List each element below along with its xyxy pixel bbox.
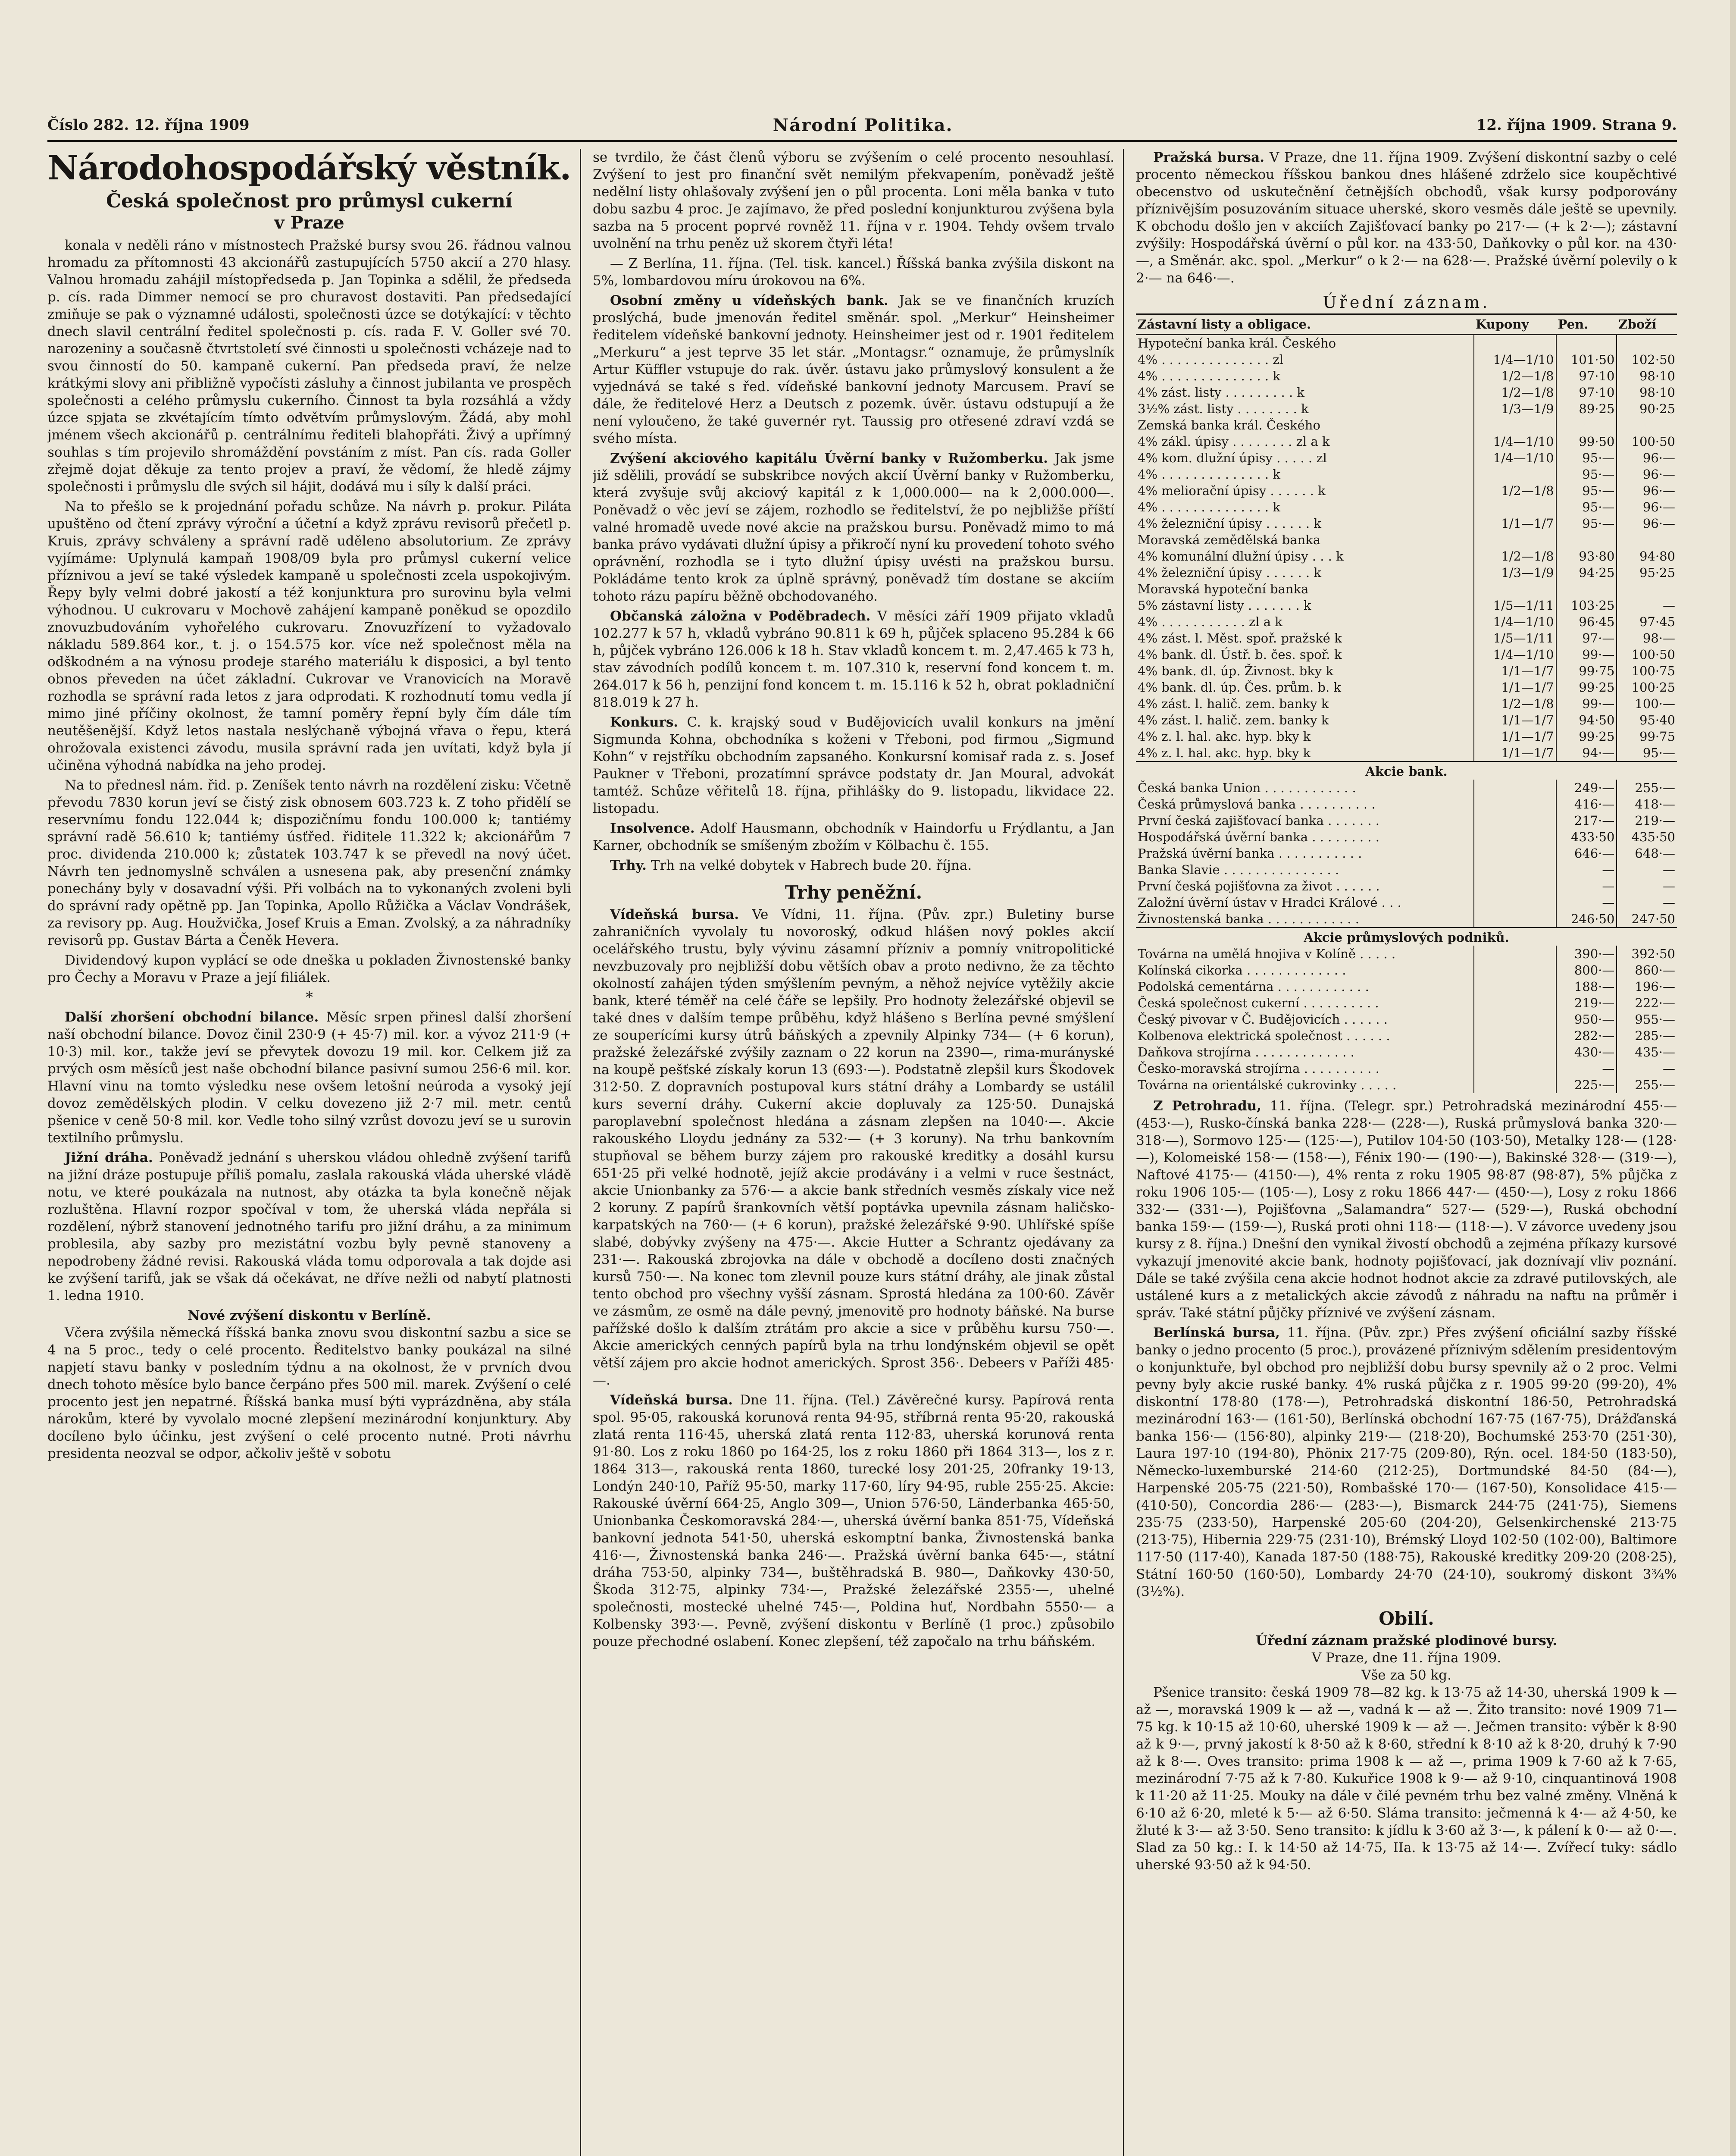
table-cell-zbo: 99·75: [1617, 728, 1677, 745]
table-cell-kup: 1/1—1/7: [1474, 712, 1556, 728]
table-cell-name: 4% zást. l. halič. zem. banky k: [1138, 713, 1329, 727]
article-text: Jak se ve finančních kruzích proslýchá, bude jmenován ředitel směnár. spol. „Merkur“ Heinsheimer ředitelem vídeňské bankovní jednoty. Heinsheimer jest od r. 1901 ředitelem „Merkuru“ a jest teprve 35 let stár. „Montagsr.“ oznamuje, že průmyslník Artur Küffler vstupuje do rak. úvěr. ústavu jako průmyslový konsulent a že vyjednává se také s řed. vídeňské bankovní jednoty Marcusem. Praví se dále, že ředitelové Herz a Deutsch z pozemk. úvěr. ústavu odstupují a že není vyloučeno, že také guvernér ryt. Taussig pro otřesené zdraví vzdá se svého místa.: [593, 293, 1114, 446]
table-cell-zbo: 222·—: [1617, 995, 1677, 1011]
article-paragraph: Pšenice transito: česká 1909 78—82 kg. k 13·75 až 14·30, uherská 1909 k — až —, moravská 1909 k — až —, vadná k — až —. Žito transito: nové 1909 71—75 kg. k 10·15 až 10·60, uherské 1909 k — až —. Ječmen transito: výběr k 8·90 až k 9·—, prvný jakostí k 8·50 až k 8·60, střední k 8·10 až k 8·20, druhý k 7·90 až k 8·—. Oves transito: prima 1908 k — až —, prima 1909 k 7·60 až k 7·65, mezinárodní 7·75 až k 7·80. Kukuřice 1908 k 9·— až 9·10, cinquantinová 1908 k 11·20 až 11·25. Mouky na dále v čilé pevném trhu bez valné změny. Vlněná k 6·10 až 6·20, mleté k 5·— až 6·50. Sláma transito: ječmenná k 4·— až 4·50, ke žluté k 3·— až 3·50. Seno transito: k jídlu k 3·60 až 3·—, k pálení k 0·— až 0·—. Slad za 50 kg.: I. k 14·50 až 14·75, IIa. k 13·75 až 14·—. Zvířecí tuky: sádlo uherské 93·50 až k 94·50.: [1136, 1685, 1677, 1873]
table-cell-name: 4% komunální dlužní úpisy . . . k: [1138, 549, 1344, 564]
table-row: [1136, 335, 1677, 352]
table-cell-zbo: 96·—: [1617, 499, 1677, 515]
column-3: [1136, 149, 1677, 2156]
section-title: Národohospodářský věstník.: [47, 149, 571, 188]
table-row: [1136, 679, 1677, 696]
table-row: [1136, 829, 1677, 845]
table-cell-kup: 1/3—1/9: [1474, 564, 1556, 581]
table-cell-pen: [1556, 417, 1617, 433]
table-cell-zbo: 648·—: [1617, 845, 1677, 862]
article-paragraph: [47, 1149, 571, 1304]
table-cell-zbo: 435·—: [1617, 1044, 1677, 1060]
table-cell-zbo: —: [1617, 1060, 1677, 1077]
table-row: [1136, 614, 1677, 630]
table-cell-name: Česká banka Union . . . . . . . . . . . .: [1138, 780, 1356, 795]
article-paragraph: [593, 450, 1114, 605]
table-cell-kup: [1474, 978, 1556, 995]
column-header: Pen.: [1556, 314, 1617, 335]
article-paragraph: [593, 820, 1114, 854]
table-cell-pen: 99·50: [1556, 433, 1617, 450]
table-cell-pen: —: [1556, 1060, 1617, 1077]
table-row: [1136, 499, 1677, 515]
table-cell-kup: [1474, 946, 1556, 962]
table-cell-zbo: 860·—: [1617, 962, 1677, 978]
table-cell-name: 4% zást. l. halič. zem. banky k: [1138, 696, 1329, 711]
table-row: [1136, 1077, 1677, 1093]
table-cell-kup: 1/1—1/7: [1474, 728, 1556, 745]
page-edge: [1730, 0, 1736, 2156]
dateline: V Praze, dne 11. října 1909.: [1311, 1650, 1501, 1666]
table-cell-pen: —: [1556, 878, 1617, 894]
table-cell-pen: 94·50: [1556, 712, 1617, 728]
table-cell-name: 4% zákl. úpisy . . . . . . . . zl a k: [1138, 434, 1330, 449]
table-cell-pen: 225·—: [1556, 1077, 1617, 1093]
table-cell-kup: [1474, 1011, 1556, 1028]
table-cell-kup: [1474, 911, 1556, 928]
quotation-table: [1136, 313, 1677, 1093]
table-cell-pen: 217·—: [1556, 812, 1617, 829]
run-in-headline: Další zhoršení obchodní bilance.: [65, 1009, 319, 1025]
table-row: [1136, 745, 1677, 761]
article-paragraph: se tvrdilo, že část členů výboru se zvýšením o celé procento nesouhlasí. Zvýšení to jest pro finanční svět nemilým překvapením, poněvadž ještě nedělní listy ohlašovaly zvýšení jen o půl procenta. Loni měla banka v tuto dobu sazbu 4 proc. Je zajímavo, že před poslední konjunkturou zvýšena byla sazba na 5 procent poprvé rovněž 11. října v r. 1904. Tehdy ovšem trvalo uvolnění na trhu peněz už skorem čtyři léta!: [593, 150, 1114, 251]
table-cell-kup: 1/1—1/7: [1474, 663, 1556, 679]
article-text: Ve Vídni, 11. října. (Pův. zpr.) Buletiny burse zahraničních vyvolaly tu novoroský, odkud hlášen nový pokles akcií ocelářského trustu, byly vývinu zásamní přízniv a pomníy vnitropolitické nevzbuzovaly pro nejbližší dobu větších obav a proto nedivno, že za těchto okolností zahájen týden smýšlením pevným, a něhož nejvíce vytěžily akcie bank, které téměř na celé čáře se lepšily. Pro hodnoty železářské objevil se také dnes v dalším tempe průběhu, když hlášeno s Berlína pevné smýšlení ze souperícími kursy útrů báňských a zpevnily Alpinky 734— (+ 6 korun), pražské železářské zvýšily zaznam o 22 korun na 2390—, rima-murányské na koupě pešťské získaly korun 13 (693·—). Podstatně zlepšil kurs Škodovek 312·50. Z dopravních postupoval kurs státní dráhy a Lombardy se ustálil kurs severní dráhy. Cukerní akcie dopluvaly za 125·50. Dunajská paroplavební společnost hledána a zásnam zlepšen na 1040·—. Akcie rakouského Lloydu jednány za 532·— (+ 3 koruny). Na trhu bankovním stupňoval se během burzy zájem pro rakouské kreditky a dosáhl kursu 651·25 při velké hodnotě, jejíž akcie prodávány i a velmi v ruce šestnáct, akcie Unionbanky za 576·— a akcie bank středních vesměs získaly vice než 2 koruny. Z papírů šrankovních větší poptávka upevnila zásnam haličsko-karpatských na 760·— (+ 6 korun), pražské železářské 9·90. Uhlířské spíše slabé, dobývky zvýšeny na 475·—. Akcie Hutter a Schrantz ojedávany za 231·—. Rakouská zbrojovka na dále v obchodě a docíleno dosti značných kursů 750·—. Na konec tom zlevnil pouze kurs státní dráhy, ale jinak zůstal tento obchod pro všechny vyšší zásnam. Sprostá hledána za 100·60. Závěr ve zásmům, ze osmě na dále pevný, jmenovitě pro hodnoty báňské. Na burse pařížské došlo k dalším ztrátám pro akcie a sice v průběhu kursu 750·—. Akcie amerických cenných papírů byla na trhu londýnském objevil se opět větší zájem pro akcie hodnot amerických. Sprost 356·. Debeers v Paříži 485·—.: [593, 907, 1114, 1388]
table-cell-name: Továrna na orientálské cukrovinky . . . . .: [1138, 1078, 1397, 1092]
column-2: [593, 149, 1114, 2156]
column-header: Zástavní listy a obligace.: [1136, 314, 1474, 335]
table-cell-zbo: 418·—: [1617, 796, 1677, 812]
table-row: [1136, 368, 1677, 384]
table-row: [1136, 1044, 1677, 1060]
table-cell-zbo: —: [1617, 878, 1677, 894]
table-cell-zbo: 219·—: [1617, 812, 1677, 829]
table-cell-zbo: 285·—: [1617, 1028, 1677, 1044]
table-cell-kup: 1/2—1/8: [1474, 368, 1556, 384]
table-cell-pen: 94·—: [1556, 745, 1617, 761]
table-cell-pen: 97·10: [1556, 384, 1617, 401]
table-cell-pen: —: [1556, 894, 1617, 911]
table-cell-kup: 1/4—1/10: [1474, 433, 1556, 450]
table-cell-zbo: 100·25: [1617, 679, 1677, 696]
table-cell-name: Živnostenská banka . . . . . . . . . . . .: [1138, 912, 1359, 926]
table-cell-pen: 97·—: [1556, 630, 1617, 646]
table-cell-pen: 99·25: [1556, 679, 1617, 696]
table-row: [1136, 384, 1677, 401]
run-in-headline: Vídeňská bursa.: [610, 1392, 733, 1408]
table-cell-zbo: 100·50: [1617, 646, 1677, 663]
table-cell-name: 4% . . . . . . . . . . . . . . k: [1138, 500, 1280, 514]
column-1: [47, 149, 571, 2156]
table-row: [1136, 646, 1677, 663]
table-cell-kup: [1474, 1060, 1556, 1077]
table-cell-name: Česko-moravská strojírna . . . . . . . . . .: [1138, 1061, 1379, 1076]
table-cell-name: Banka Slavie . . . . . . . . . . . . . . .: [1138, 862, 1339, 877]
table-cell-kup: 1/2—1/8: [1474, 483, 1556, 499]
article-paragraph: konala v neděli ráno v místnostech Pražské bursy svou 26. řádnou valnou hromadu za přítomnosti 43 akcionářů zastupujících 5750 akcií a 270 hlasy. Valnou hromadu zahájil místopředseda p. Jan Topinka a sdělil, že předseda p. cís. rada Dimmer nemocí se pro churavost dostaviti. Pan předsedající zmiňuje se pak o významné události, společnosti úzce se dotýkající: v těchto dnech slavil centrální ředitel společnosti p. cís. rada F. V. Goller své 70. narozeniny a současně čtvrtstoletí své činnosti u společnosti vcházeje nad to svou činností do 50. kampaně cukerní. Pan předseda praví, že nelze krátkými slovy ani přibližně vypočísti zásluhy a činnost jubilanta ve prospěch společnosti a celého průmyslu cukerního. Činnost ta byla rozsáhlá a vždy úzce spjata se zkvétajícím tímto odvětvím průmyslovým. Žádá, aby mohl jménem všech akcionářů p. centrálnímu řediteli blahopřáti. Živý a upřímný souhlas s tím projevilo shromáždění povstáním z míst. Pan cís. rada Goller zřejmě dojat děkuje za tento projev a praví, že vědomí, že hledě zájmy společnosti i průmyslu dle svých sil hájit, dodává mu i síly k další práci.: [47, 238, 571, 495]
table-cell-kup: [1474, 878, 1556, 894]
table-group-title: Akcie průmyslových podniků.: [1136, 928, 1677, 946]
newspaper-name: Národní Politika.: [773, 115, 953, 135]
table-cell-kup: 1/4—1/10: [1474, 450, 1556, 466]
run-in-headline: Insolvence.: [610, 821, 695, 836]
table-cell-kup: [1474, 1028, 1556, 1044]
table-row: [1136, 630, 1677, 646]
table-cell-pen: 99·75: [1556, 663, 1617, 679]
article-paragraph: [593, 714, 1114, 817]
table-row: [1136, 417, 1677, 433]
article-text: Adolf Hausmann, obchodník v Haindorfu u Frýdlantu, a Jan Karner, obchodník se smíšeným zbožím v Kölbachu č. 155.: [593, 821, 1114, 853]
table-group-row: [1136, 761, 1677, 780]
table-row: [1136, 515, 1677, 532]
table-cell-name: Továrna na umělá hnojiva v Kolíně . . . . .: [1138, 946, 1396, 961]
table-cell-name: První česká pojišťovna za život . . . . . .: [1138, 879, 1380, 893]
article-text: 11. října. (Telegr. spr.) Petrohradská mezinárodní 455·— (453·—), Rusko-čínská banka 228·— (228·—), Ruská průmyslová banka 320·— 318·—), Sormovo 125·— (125·—), Putilov 104·50 (103·50), Metalky 128·— (128·—), Kolomeiské 158·— (158·—), Fénix 190·— (190·—), Bakinské 328·— (319·—), Naftové 4175·— (4150·—), 4% renta z roku 1905 98·87 (98·87), 5% půjčka z roku 1906 105·— (105·—), Losy z roku 1866 447·— (450·—), Losy z roku 1866 332·— (331·—), Pojišťovna „Salamandra“ 527·— (529·—), Ruská obchodní banka 159·— (159·—), Ruská proti ohni 118·— (118·—). V závorce uvedeny jsou kursy z 8. října.) Dnešní den vynikal živostí obchodů a zejména příkazy kursové vykazují jmenovité akcie bank, hodnoty pojišťovací, jak doznívají vliv poznání. Dále se také zvýšila cena akcie hodnot hodnot akcie za zdravé putilovských, ale ustálené kurs a z metalických akcie závodů z náhradu na naftu na průměr i správ. Také státní půjčky příznivé ve zvýšení zásnam.: [1136, 1098, 1677, 1321]
table-cell-name: Pražská úvěrní banka . . . . . . . . . . .: [1138, 846, 1362, 861]
table-row: [1136, 946, 1677, 962]
table-cell-pen: 282·—: [1556, 1028, 1617, 1044]
table-cell-kup: [1474, 581, 1556, 597]
table-header-row: [1136, 314, 1677, 335]
table-row: [1136, 780, 1677, 796]
table-cell-kup: [1474, 829, 1556, 845]
table-cell-kup: [1474, 532, 1556, 548]
article-text: Trh na velké dobytek v Habrech bude 20. října.: [651, 858, 972, 873]
table-cell-pen: 95·—: [1556, 466, 1617, 483]
table-cell-pen: 430·—: [1556, 1044, 1617, 1060]
table-cell-kup: [1474, 1077, 1556, 1093]
table-row: [1136, 351, 1677, 368]
column-divider: [1123, 149, 1124, 2156]
table-cell-zbo: [1617, 532, 1677, 548]
table-row: [1136, 597, 1677, 614]
table-cell-zbo: —: [1617, 894, 1677, 911]
article-paragraph: Včera zvýšila německá říšská banka znovu svou diskontní sazbu a sice se 4 na 5 proc., tedy o celé procento. Ředitelstvo banky poukázal na silné napjetí stavu banky v posledním týdnu a na okolnost, že v prvních dvou dnech tohoto měsíce bylo bance čerpáno přes 500 mil. marek. Zvýšení o celé procento jest jen nepatrné. Říšská banka musí býti vyprázdněna, aby stála nárokům, které by vyvolalo mocné zlepšení mezinárodní konjunktury. Aby docíleno bylo účinku, jest zvýšení o celé procento nutné. Proti návrhu presidenta neozval se odpor, ačkoliv ještě v sobotu: [47, 1325, 571, 1461]
table-cell-zbo: [1617, 581, 1677, 597]
table-cell-pen: 96·45: [1556, 614, 1617, 630]
run-in-headline: Z Petrohradu,: [1153, 1098, 1261, 1114]
table-title: Úřední záznam.: [1323, 293, 1490, 312]
table-cell-pen: 390·—: [1556, 946, 1617, 962]
table-cell-kup: [1474, 780, 1556, 796]
table-cell-name: 4% . . . . . . . . . . . . . . zl: [1138, 352, 1283, 367]
table-cell-name: První česká zajišťovací banka . . . . . . .: [1138, 813, 1379, 828]
table-cell-kup: [1474, 894, 1556, 911]
table-cell-pen: 89·25: [1556, 401, 1617, 417]
article-subtitle: v Praze: [274, 213, 344, 233]
section-heading: Obilí.: [1379, 1608, 1434, 1629]
run-in-headline: Zvýšení akciového kapitálu Úvěrní banky v Ružomberku.: [610, 451, 1048, 466]
table-row: [1136, 548, 1677, 564]
table-cell-name: Podolská cementárna . . . . . . . . . . . .: [1138, 979, 1369, 994]
table-row: [1136, 894, 1677, 911]
table-row: [1136, 796, 1677, 812]
table-cell-pen: 95·—: [1556, 499, 1617, 515]
section-separator: *: [306, 989, 313, 1006]
table-cell-zbo: —: [1617, 862, 1677, 878]
article-text: Poněvadž jednání s uherskou vládou ohledně zvýšení tarifů na jižní dráze postupuje příliš pomalu, zaslala rakouská vláda uherské vládě notu, ve které poukázala na nutnost, aby otázka ta byla konečně nějak rozluštěna. Hlavní rozpor spočíval v tom, že uherská vláda nepřála si rozdělení, nýbrž stanovení jednotného tarifu pro jižní dráhu, a za minimum problesila, aby sazby pro mezistátní vozbu byly pevně stanoveny a nepodrobeny žádné revisi. Rakouská vláda tomu odporovala a tak dojde asi ke zvýšení tarifů, jak se však dá očekávat, ne dříve nežli od nabytí platnosti 1. ledna 1910.: [47, 1150, 571, 1304]
article-title: Nové zvýšení diskontu v Berlíně.: [188, 1308, 431, 1323]
run-in-headline: Jižní dráha.: [65, 1150, 153, 1166]
table-cell-zbo: 196·—: [1617, 978, 1677, 995]
table-cell-pen: 219·—: [1556, 995, 1617, 1011]
table-cell-zbo: 95·25: [1617, 564, 1677, 581]
article-title: Česká společnost pro průmysl cukerní: [106, 190, 513, 212]
table-cell-pen: [1556, 532, 1617, 548]
column-header: Zboží: [1617, 314, 1677, 335]
table-cell-kup: [1474, 796, 1556, 812]
table-cell-name: 4% z. l. hal. akc. hyp. bky k: [1138, 746, 1311, 760]
table-cell-kup: [1474, 962, 1556, 978]
table-cell-pen: 103·25: [1556, 597, 1617, 614]
run-in-headline: Osobní změny u vídeňských bank.: [610, 293, 888, 308]
table-cell-kup: 1/2—1/8: [1474, 384, 1556, 401]
table-cell-name: Moravská hypoteční banka: [1138, 582, 1309, 596]
table-cell-zbo: 255·—: [1617, 1077, 1677, 1093]
table-cell-name: 3½% zást. listy . . . . . . . . k: [1138, 401, 1309, 416]
section-subheading: Úřední záznam pražské plodinové bursy.: [1255, 1633, 1558, 1648]
table-cell-pen: 249·—: [1556, 780, 1617, 796]
table-row: [1136, 728, 1677, 745]
table-cell-zbo: 96·—: [1617, 466, 1677, 483]
table-cell-name: 4% meliorační úpisy . . . . . . k: [1138, 483, 1326, 498]
table-cell-zbo: 96·—: [1617, 450, 1677, 466]
table-cell-name: 4% bank. dl. Ústř. b. čes. spoř. k: [1138, 647, 1342, 662]
table-cell-name: Daňkova strojírna . . . . . . . . . . . . .: [1138, 1045, 1354, 1059]
table-cell-zbo: 255·—: [1617, 780, 1677, 796]
table-row: [1136, 483, 1677, 499]
article-text: Jak jsme již sdělili, provádí se subskribce nových akcií Úvěrní banky v Ružomberku, která zvyšuje svůj akciový kapitál z k 1,000.000— na k 2,000.000—. Poněvadž o věc jeví se zájem, rozhodlo se ředitelství, že po nejbližše příští valné hromadě uvede nové akcie na pražskou bursu. Poněvadž mimo to má banka právo vydávati dlužní úpisy a přikročí nyní ku provedení tohoto svého oprávnění, rozhodla se i tyto dlužní úpisy uvésti na pražskou bursu. Pokládáme tento krok za úplně správný, poněvadž tím dostane se akciím tohoto rázu papíru běžně obchodovaného.: [593, 451, 1114, 604]
article-paragraph: [593, 857, 1114, 874]
section-heading: Trhy peněžní.: [785, 882, 923, 903]
table-cell-name: 4% bank. dl. úp. Živnost. bky k: [1138, 664, 1333, 678]
table-cell-name: Moravská zemědělská banka: [1138, 533, 1321, 547]
table-row: [1136, 1011, 1677, 1028]
table-cell-kup: [1474, 1044, 1556, 1060]
table-cell-pen: 99·25: [1556, 728, 1617, 745]
table-cell-zbo: 955·—: [1617, 1011, 1677, 1028]
article-text: 11. října. (Pův. zpr.) Přes zvýšení oficiální sazby říšské banky o jedno procento (5 proc.), provázené příznivým sdělením presidentovým o konjunktuře, byl obchod pro nejbližší dobu bursy spevnily až o 2 proc. Velmi pevny byly akcie ruské banky. 4% ruská půjčka z r. 1905 99·20 (99·20), 4% diskontní 178·80 (178·—), Petrohradská diskontní 186·50, Petrohradská mezinárodní 163·— (161·50), Berlínská obchodní 167·75 (167·75), Drážďanská banka 156·— (156·80), alpinky 219·— (218·20), Bochumské 253·70 (251·30), Laura 197·10 (194·80), Phönix 217·75 (209·80), Rýn. ocel. 184·50 (183·50), Německo-luxemburské 214·60 (212·25), Dortmundské 84·50 (84·—), Harpenské 205·75 (221·50), Rombašské 170·— (167·50), Konsolidace 415·— (410·50), Concordia 286·— (283·—), Bismarck 244·75 (241·75), Siemens 235·75 (233·50), Harpenské 205·60 (204·20), Gelsenkirchenské 213·75 (213·75), Hibernia 229·75 (231·10), Brémský Lloyd 102·50 (102·00), Baltimore 117·50 (117·40), Kanada 187·50 (188·75), Rakouské kreditky 209·20 (208·25), Státní 160·50 (160·50), Lombardy 24·70 (24·10), soukromý diskont 3¾% (3½%).: [1136, 1325, 1677, 1599]
article-text: V Praze, dne 11. října 1909. Zvýšení diskontní sazby o celé procento německou říšskou bankou dnes hlášené zdrželo sice koupěchtivé obecenstvo od uskutečnění četnějších obchodů, však kursy podporovány příznivějším posuzováním situace uherské, skoro vesměs dále ještě se upevnily. K obchodu došlo jen v akciích Zajišťovací banky po 217·— (+ k 2·—); zástavní zvýšily: Hospodářská úvěrní o půl kor. na 433·50, Daňkovky o půl kor. na 430·—, a Směnár. akc. spol. „Merkur“ o k 2·— na 628·—. Pražské úvěrní polevily o k 2·— na 646·—.: [1136, 150, 1677, 286]
issue-number-date: Číslo 282. 12. října 1909: [47, 116, 250, 134]
table-cell-kup: [1474, 499, 1556, 515]
run-in-headline: Vídeňská bursa.: [610, 907, 739, 922]
table-row: [1136, 978, 1677, 995]
table-row: [1136, 466, 1677, 483]
table-cell-kup: 1/4—1/10: [1474, 614, 1556, 630]
article-text: C. k. krajský soud v Budějovicích uvalil konkurs na jmění Sigmunda Kohna, obchodníka s koženi v Třeboni, pod firmou „Sigmund Kohn“ v rejstříku obchodním zapsaného. Konkursní komisař rada z. s. Josef Paukner v Třeboni, prozatímní správce podstaty dr. Jan Moural, advokát tamtéž. Schůze věřitelů 18. října, přihlášky do 9. listopadu, likvidace 22. listopadu.: [593, 714, 1114, 816]
article-paragraph: [1136, 1324, 1677, 1600]
table-cell-kup: [1474, 845, 1556, 862]
table-cell-name: 4% . . . . . . . . . . . . . . k: [1138, 467, 1280, 482]
table-cell-name: 4% zást. l. Měst. spoř. pražské k: [1138, 631, 1342, 646]
table-cell-zbo: 100·—: [1617, 696, 1677, 712]
table-cell-zbo: 96·—: [1617, 515, 1677, 532]
article-paragraph: [593, 292, 1114, 447]
table-cell-zbo: —: [1617, 597, 1677, 614]
table-cell-kup: 1/4—1/10: [1474, 351, 1556, 368]
table-cell-zbo: 100·50: [1617, 433, 1677, 450]
table-cell-pen: 97·10: [1556, 368, 1617, 384]
table-cell-pen: 93·80: [1556, 548, 1617, 564]
table-cell-pen: 95·—: [1556, 483, 1617, 499]
run-in-headline: Konkurs.: [610, 714, 679, 730]
table-cell-zbo: 96·—: [1617, 483, 1677, 499]
article-paragraph: [593, 608, 1114, 711]
table-cell-kup: 1/3—1/9: [1474, 401, 1556, 417]
table-cell-name: 4% kom. dlužní úpisy . . . . . zl: [1138, 451, 1327, 465]
table-cell-name: Kolbenova elektrická společnost . . . . . .: [1138, 1028, 1390, 1043]
table-cell-pen: 99·—: [1556, 696, 1617, 712]
table-row: [1136, 450, 1677, 466]
table-cell-kup: 1/1—1/7: [1474, 745, 1556, 761]
table-cell-kup: [1474, 417, 1556, 433]
table-cell-zbo: 97·45: [1617, 614, 1677, 630]
table-cell-zbo: 94·80: [1617, 548, 1677, 564]
table-row: [1136, 1060, 1677, 1077]
table-row: [1136, 1028, 1677, 1044]
table-cell-zbo: 98·10: [1617, 384, 1677, 401]
table-group-row: [1136, 928, 1677, 946]
table-cell-zbo: 247·50: [1617, 911, 1677, 928]
table-cell-name: 5% zástavní listy . . . . . . . k: [1138, 598, 1311, 613]
table-cell-kup: [1474, 466, 1556, 483]
table-row: [1136, 911, 1677, 928]
article-paragraph: [47, 1009, 571, 1147]
unit-note: Vše za 50 kg.: [1361, 1667, 1451, 1683]
table-cell-zbo: 100·75: [1617, 663, 1677, 679]
table-cell-zbo: [1617, 335, 1677, 352]
column-header: Kupony: [1474, 314, 1556, 335]
table-row: [1136, 812, 1677, 829]
table-row: [1136, 696, 1677, 712]
article-paragraph: — Z Berlína, 11. října. (Tel. tisk. kancel.) Říšská banka zvýšila diskont na 5%, lombardovou míru úrokovou na 6%.: [593, 256, 1114, 288]
article-text: Dne 11. října. (Tel.) Závěrečné kursy. Papírová renta spol. 95·05, rakouská korunová renta 94·95, stříbrná renta 95·20, rakouská zlatá renta 116·45, uherská zlatá renta 112·83, uherská korunová renta 91·80. Los z roku 1860 po 164·25, los z roku 1860 při 1864 313—, los z r. 1864 313—, rakouská renta 1860, turecké losy 201·25, 20franky 19·13, Londýn 240·10, Paříž 95·50, marky 117·60, líry 94·95, ruble 255·25. Akcie: Rakouské úvěrní 664·25, Anglo 309—, Union 576·50, Länderbanka 465·50, Unionbanka Českomoravská 284·—, uherská úvěrní banka 851·75, Vídeňská bankovní jednota 541·50, uherská eskomptní banka, Živnostenská banka 416·—, Živnostenská banka 246·—. Pražská úvěrní banka 645·—, státní dráha 753·50, alpinky 734—, buštěhradská B. 980—, Daňkovky 430·50, Škoda 312·75, alpinky 734·—, Pražské železářské 2355·—, uhelné společnosti, mostecké uhelné 745·—, Poldina huť, Nordbahn 5550·— a Kolbensky 393·—. Pevně, zvýšení diskontu v Berlíně (1 proc.) způsobilo pouze přechodné oslabení. Konec zlepšení, též započalo na trhu báňském.: [593, 1392, 1114, 1649]
table-cell-kup: 1/2—1/8: [1474, 696, 1556, 712]
table-cell-name: 4% železniční úpisy . . . . . . k: [1138, 516, 1321, 531]
article-text: Měsíc srpen přinesl další zhoršení naší obchodní bilance. Dovoz činil 230·9 (+ 45·7) mil. kor. a vývoz 211·9 (+ 10·3) mil. kor., takže jeví se převytek dovozu 19 mil. kor. Celkem již za prvých osm měsíců jest naše obchodní bilance pasivní sumou 256·6 mil. kor. Hlavní vinu na tomto výsledku nese ovšem letošní neúroda a vysoký její dovoz zemědělských plodin. V celku dovezeno již 2·7 mil. metr. centů pšenice v ceně 50·8 mil. kor. Vedle toho silný vzrůst dovozu jeví se u surovin textilního průmyslu.: [47, 1009, 571, 1146]
table-cell-name: 4% železniční úpisy . . . . . . k: [1138, 565, 1321, 580]
table-cell-zbo: 95·—: [1617, 745, 1677, 761]
table-cell-zbo: 98·—: [1617, 630, 1677, 646]
table-row: [1136, 564, 1677, 581]
table-cell-kup: [1474, 995, 1556, 1011]
column-divider: [580, 149, 581, 2156]
article-paragraph: Na to přešlo se k projednání pořadu schůze. Na návrh p. prokur. Piláta upuštěno od čtení zprávy výroční a účetní a když zprávu revisorů přečetl p. Kruis, zprávy schváleny a správní radě uděleno absolutorium. Ze zprávy vyjímáme: Uplynulá kampaň 1908/09 byla pro průmysl cukerní velice příznivou a jeví se také výsledek kampaně u společnosti zcela uspokojivým. Řepy byly velmi dobré jakostí a též konjunktura pro surovinu byla velmi výhodnou. U cukrovaru v Mochově zahájení kampaně poněkud se opozdilo znovuzbudováním vyhořelého cukrovaru. Znovuzřízení to vyžadovalo nákladu 589.864 kor., t. j. o 154.575 kor. více než společnost měla na odškodném a na výnosu prodeje starého materiálu k disposici, a byl tento obnos převeden na účet základní. Cukrovar ve Vranovicích na Moravě rozhodla se správní rada letos z jara odprodati. K rozhodnutí tomu vedla jí mimo jiné příčiny okolnost, že tamní poměry řepní byly čím dále tím neutěšenější. Když letos nastala neslýchaně výbojná vřava o řepu, která ohrožovala existenci závodu, musila správní rada jen uvítati, když byla jí učiněna výhodná nabídka na jeho prodej.: [47, 499, 571, 773]
table-cell-name: Zemská banka král. Českého: [1138, 418, 1320, 432]
table-cell-zbo: 435·50: [1617, 829, 1677, 845]
table-cell-pen: 646·—: [1556, 845, 1617, 862]
table-cell-pen: 800·—: [1556, 962, 1617, 978]
table-row: [1136, 712, 1677, 728]
table-cell-pen: 950·—: [1556, 1011, 1617, 1028]
article-paragraph: [593, 906, 1114, 1389]
table-cell-name: Česká společnost cukerní . . . . . . . . . .: [1138, 996, 1379, 1010]
table-row: [1136, 862, 1677, 878]
table-cell-kup: [1474, 862, 1556, 878]
table-cell-name: 4% bank. dl. úp. Čes. prům. b. k: [1138, 680, 1342, 695]
article-paragraph: Dividendový kupon vyplácí se ode dneška u pokladen Živnostenské banky pro Čechy a Moravu v Praze a její filiálek.: [47, 953, 571, 985]
table-cell-name: Hospodářská úvěrní banka . . . . . . . . .: [1138, 830, 1379, 844]
table-row: [1136, 962, 1677, 978]
table-cell-name: 4% z. l. hal. akc. hyp. bky k: [1138, 729, 1311, 744]
table-cell-kup: 1/5—1/11: [1474, 630, 1556, 646]
table-cell-kup: 1/1—1/7: [1474, 679, 1556, 696]
page-date-number: 12. října 1909. Strana 9.: [1476, 116, 1677, 134]
table-cell-kup: 1/5—1/11: [1474, 597, 1556, 614]
table-group-title: Akcie bank.: [1136, 761, 1677, 780]
table-row: [1136, 995, 1677, 1011]
article-paragraph: Na to přednesl nám. řid. p. Zeníšek tento návrh na rozdělení zisku: Včetně převodu 7830 korun jeví se čistý zisk obnosem 603.723 k. Z toho přidělí se reservnímu fondu 122.044 k; dispozičnímu fondu 100.000 k; tantiémy správní radě 56.610 k; tantiémy úsťřed. řiditele 11.322 k; akcionářům 7 proc. dividenda 210.000 k; zůstatek 103.747 k se převedl na nový účet. Návrh ten jednomyslně schválen a usnesena pak, aby presenční známky ponechány byly v dosavadní výši. Při volbách na to vykonaných zvoleni byli do správní rady opětně pp. Jan Topinka, Apollo Růžička a Václav Vondrášek, za revisory pp. Aug. Houžvička, Josef Kruis a Eman. Zvolský, a za náhradníky revisorů pp. Gustav Bárta a Čeněk Hevera.: [47, 777, 571, 948]
table-cell-kup: 1/2—1/8: [1474, 548, 1556, 564]
table-cell-zbo: [1617, 417, 1677, 433]
article-text: V měsíci září 1909 přijato vkladů 102.277 k 57 h, vkladů vybráno 90.811 k 69 h, půjček splaceno 95.284 k 66 h, půjček vybráno 126.006 k 18 h. Stav vkladů koncem t. m. 2,47.465 k 73 h, stav závodních podílů koncem t. m. 107.310 k, reservní fond koncem t. m. 264.017 k 56 h, penzijní fond koncem t. m. 15.116 k 52 h, obrat pokladniční 818.019 k 27 h.: [593, 608, 1114, 710]
table-cell-name: 4% zást. listy . . . . . . . . . k: [1138, 385, 1304, 400]
article-paragraph: [1136, 149, 1677, 287]
table-cell-pen: —: [1556, 862, 1617, 878]
table-cell-kup: 1/4—1/10: [1474, 646, 1556, 663]
table-cell-kup: 1/1—1/7: [1474, 515, 1556, 532]
table-row: [1136, 845, 1677, 862]
table-cell-pen: 188·—: [1556, 978, 1617, 995]
table-cell-pen: 95·—: [1556, 515, 1617, 532]
table-cell-pen: 101·50: [1556, 351, 1617, 368]
run-in-headline: Občanská záložna v Poděbradech.: [610, 608, 871, 624]
table-cell-pen: 95·—: [1556, 450, 1617, 466]
table-cell-name: Založní úvěrní ústav v Hradci Králové . . .: [1138, 895, 1401, 910]
table-cell-kup: [1474, 335, 1556, 352]
run-in-headline: Berlínská bursa,: [1153, 1325, 1280, 1341]
table-cell-pen: 416·—: [1556, 796, 1617, 812]
table-cell-kup: [1474, 812, 1556, 829]
table-row: [1136, 663, 1677, 679]
table-cell-pen: 433·50: [1556, 829, 1617, 845]
article-paragraph: [1136, 1097, 1677, 1322]
table-cell-name: 4% . . . . . . . . . . . . . . k: [1138, 369, 1280, 383]
table-cell-pen: [1556, 335, 1617, 352]
table-cell-name: Kolínská cikorka . . . . . . . . . . . . .: [1138, 963, 1346, 978]
table-cell-zbo: 102·50: [1617, 351, 1677, 368]
table-cell-pen: 99·—: [1556, 646, 1617, 663]
table-cell-zbo: 98·10: [1617, 368, 1677, 384]
page-header: [47, 110, 1677, 142]
table-cell-pen: [1556, 581, 1617, 597]
table-row: [1136, 433, 1677, 450]
article-paragraph: [593, 1391, 1114, 1650]
table-cell-zbo: 95·40: [1617, 712, 1677, 728]
table-cell-name: Český pivovar v Č. Budějovicích . . . . . .: [1138, 1012, 1388, 1027]
table-row: [1136, 401, 1677, 417]
table-cell-pen: 246·50: [1556, 911, 1617, 928]
table-cell-name: Česká průmyslová banka . . . . . . . . . .: [1138, 797, 1376, 812]
table-row: [1136, 878, 1677, 894]
table-cell-name: 4% . . . . . . . . . . . zl a k: [1138, 614, 1282, 629]
table-body: [1136, 335, 1677, 1094]
run-in-headline: Pražská bursa.: [1153, 150, 1264, 165]
table-cell-zbo: 90·25: [1617, 401, 1677, 417]
table-cell-pen: 94·25: [1556, 564, 1617, 581]
table-cell-zbo: 392·50: [1617, 946, 1677, 962]
table-cell-name: Hypoteční banka král. Českého: [1138, 336, 1336, 351]
table-row: [1136, 581, 1677, 597]
run-in-headline: Trhy.: [610, 858, 647, 873]
table-row: [1136, 532, 1677, 548]
